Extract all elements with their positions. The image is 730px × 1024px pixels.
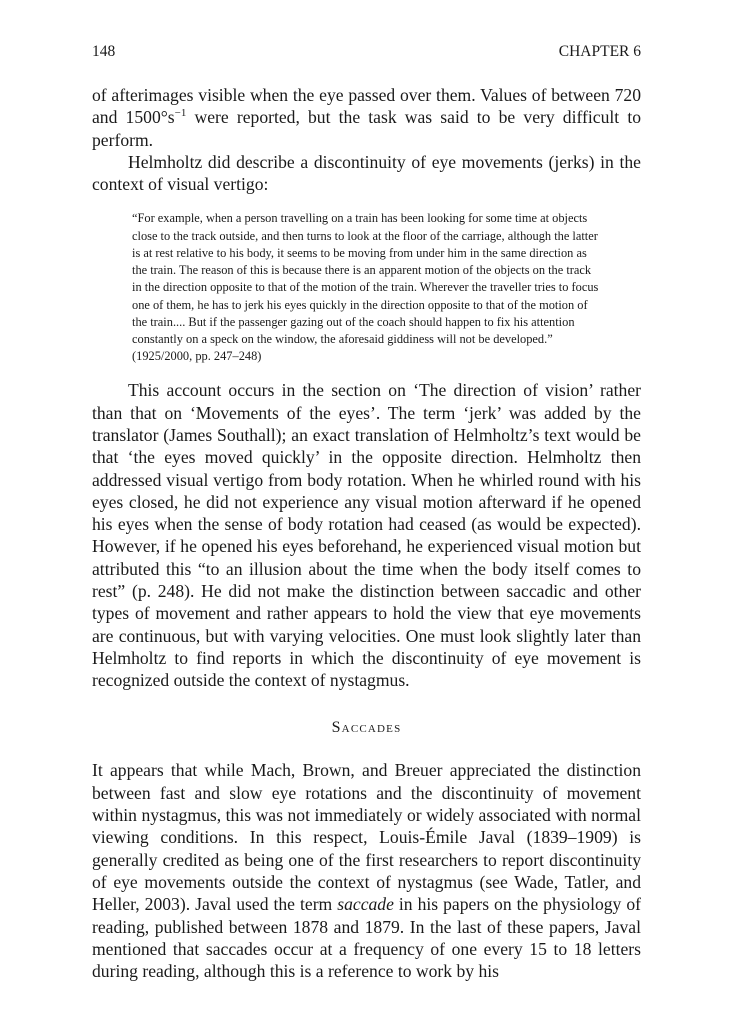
paragraph-1 [92, 84, 641, 151]
exponent: −1 [174, 107, 187, 120]
paragraph-4-start: It appears that while Mach, Brown, and Breuer appreciated the distinction between fast and slow eye rotations and the discontinuity of movement within nystagmus, this was not immediately or widely associated with normal viewing conditions. In this respect, Louis-Émile Javal (1839–1909) is generally credited as being one of the first researchers to report discontinuity of eye movements outside the context of nystagmus (see Wade, Tatler, and Heller, 2003). Javal used the term [92, 760, 641, 915]
paragraph-3: This account occurs in the section on ‘The direction of vision’ rather than that on ‘Movements of the eyes’. The term ‘jerk’ was added by the translator (James Southall); an exact translation of Helmholtz’s text would be that ‘the eyes moved quickly’ in the opposite direction. Helmholtz then addressed visual vertigo from body rotation. When he whirled round with his eyes closed, he did not experience any visual motion afterward if he opened his eyes when the sense of body rotation had ceased (as would be expected). However, if he opened his eyes beforehand, he experienced visual motion but attributed this “to an illusion about the time when the body itself comes to rest” (p. 248). He did not make the distinction between saccadic and other types of movement and rather appears to hold the view that eye movements are continuous, but with varying velocities. One must look slightly later than Helmholtz to find reports in which the discontinuity of eye movement is recognized outside the context of nystagmus. [92, 380, 641, 691]
paragraph-2: Helmholtz did describe a discontinuity of eye movements (jerks) in the context of visual vertigo: [92, 151, 641, 195]
section-heading: Saccades [331, 719, 402, 737]
block-quote: “For example, when a person travelling on a train has been looking for some time at objects close to the track outside, and then turns to look at the floor of the carriage, although the latter is at rest relative to his body, it seems to be moving from under him in the same direction as the train. The reason of this is because there is an apparent motion of the objects on the track in the direction opposite to that of the motion of the train. Wherever the traveller tries to focus one of them, he has to jerk his eyes quickly in the direction opposite to that of the motion of the train.... But if the passenger gazing out of the coach should happen to fix his attention constantly on a speck on the window, the aforesaid giddiness will not be developed.” (1925/2000, pp. 247–248) [132, 211, 599, 364]
running-head [92, 42, 641, 62]
paragraph-4 [92, 759, 641, 982]
page-number: 148 [92, 43, 116, 60]
paragraph-1-end: were reported, but the task was said to be very difficult to perform. [92, 107, 642, 150]
chapter-label: CHAPTER 6 [558, 43, 641, 60]
term-saccade: saccade [337, 894, 394, 915]
body-text [92, 84, 641, 982]
paragraph-4-end: in his papers on the physiology of reading, published between 1878 and 1879. In the last of these papers, Javal mentioned that saccades occur at a frequency of one every 15 to 18 letters during reading, although this is a reference to work by his [92, 894, 642, 982]
paragraph-1-start: of afterimages visible when the eye passed over them. Values of between 720 and 1500°s [92, 85, 641, 128]
